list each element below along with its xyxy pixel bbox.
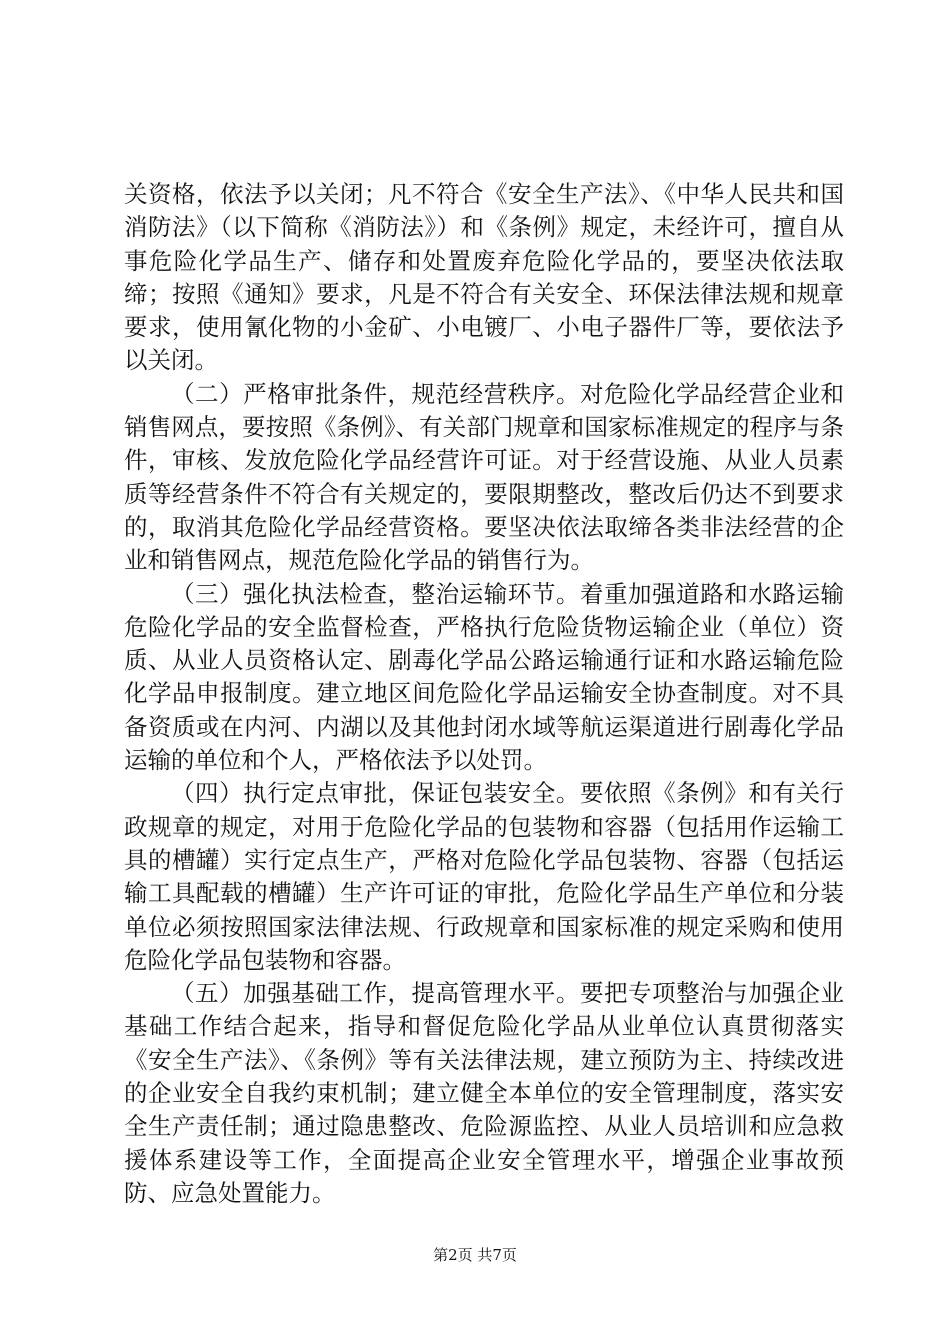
document-body xyxy=(124,178,844,1210)
paragraph-section-2: （二）严格审批条件，规范经营秩序。对危险化学品经营企业和销售网点，要按照《条例》、有关部门规章和国家标准规定的程序与条件，审核、发放危险化学品经营许可证。对于经营设施、从业人员素质等经营条件不符合有关规定的，要限期整改，整改后仍达不到要求的，取消其危险化学品经营资格。要坚决依法取缔各类非法经营的企业和销售网点，规范危险化学品的销售行为。 xyxy=(124,379,844,575)
page-footer xyxy=(0,1244,950,1265)
paragraph-continuation: 关资格，依法予以关闭；凡不符合《安全生产法》、《中华人民共和国消防法》（以下简称《消防法》）和《条例》规定，未经许可，擅自从事危险化学品生产、储存和处置废弃危险化学品的，要坚决依法取缔；按照《通知》要求，凡是不符合有关安全、环保法律法规和规章要求，使用氰化物的小金矿、小电镀厂、小电子器件厂等，要依法予以关闭。 xyxy=(124,180,844,375)
page-number: 第2页 共7页 xyxy=(433,1246,517,1264)
paragraph-section-3: （三）强化执法检查，整治运输环节。着重加强道路和水路运输危险化学品的安全监督检查，严格执行危险货物运输企业（单位）资质、从业人员资格认定、剧毒化学品公路运输通行证和水路运输危险化学品申报制度。建立地区间危险化学品运输安全协查制度。对不具备资质或在内河、内湖以及其他封闭水域等航运渠道进行剧毒化学品运输的单位和个人，严格依法予以处罚。 xyxy=(124,579,844,775)
paragraph-section-4: （四）执行定点审批，保证包装安全。要依照《条例》和有关行政规章的规定，对用于危险化学品的包装物和容器（包括用作运输工具的槽罐）实行定点生产，严格对危险化学品包装物、容器（包括运输工具配载的槽罐）生产许可证的审批，危险化学品生产单位和分装单位必须按照国家法律法规、行政规章和国家标准的规定采购和使用危险化学品包装物和容器。 xyxy=(124,779,844,974)
paragraph-section-5: （五）加强基础工作，提高管理水平。要把专项整治与加强企业基础工作结合起来，指导和督促危险化学品从业单位认真贯彻落实《安全生产法》、《条例》等有关法律法规，建立预防为主、持续改进的企业安全自我约束机制；建立健全本单位的安全管理制度，落实安全生产责任制；通过隐患整改、危险源监控、从业人员培训和应急救援体系建设等工作，全面提高企业安全管理水平，增强企业事故预防、应急处置能力。 xyxy=(124,979,844,1207)
